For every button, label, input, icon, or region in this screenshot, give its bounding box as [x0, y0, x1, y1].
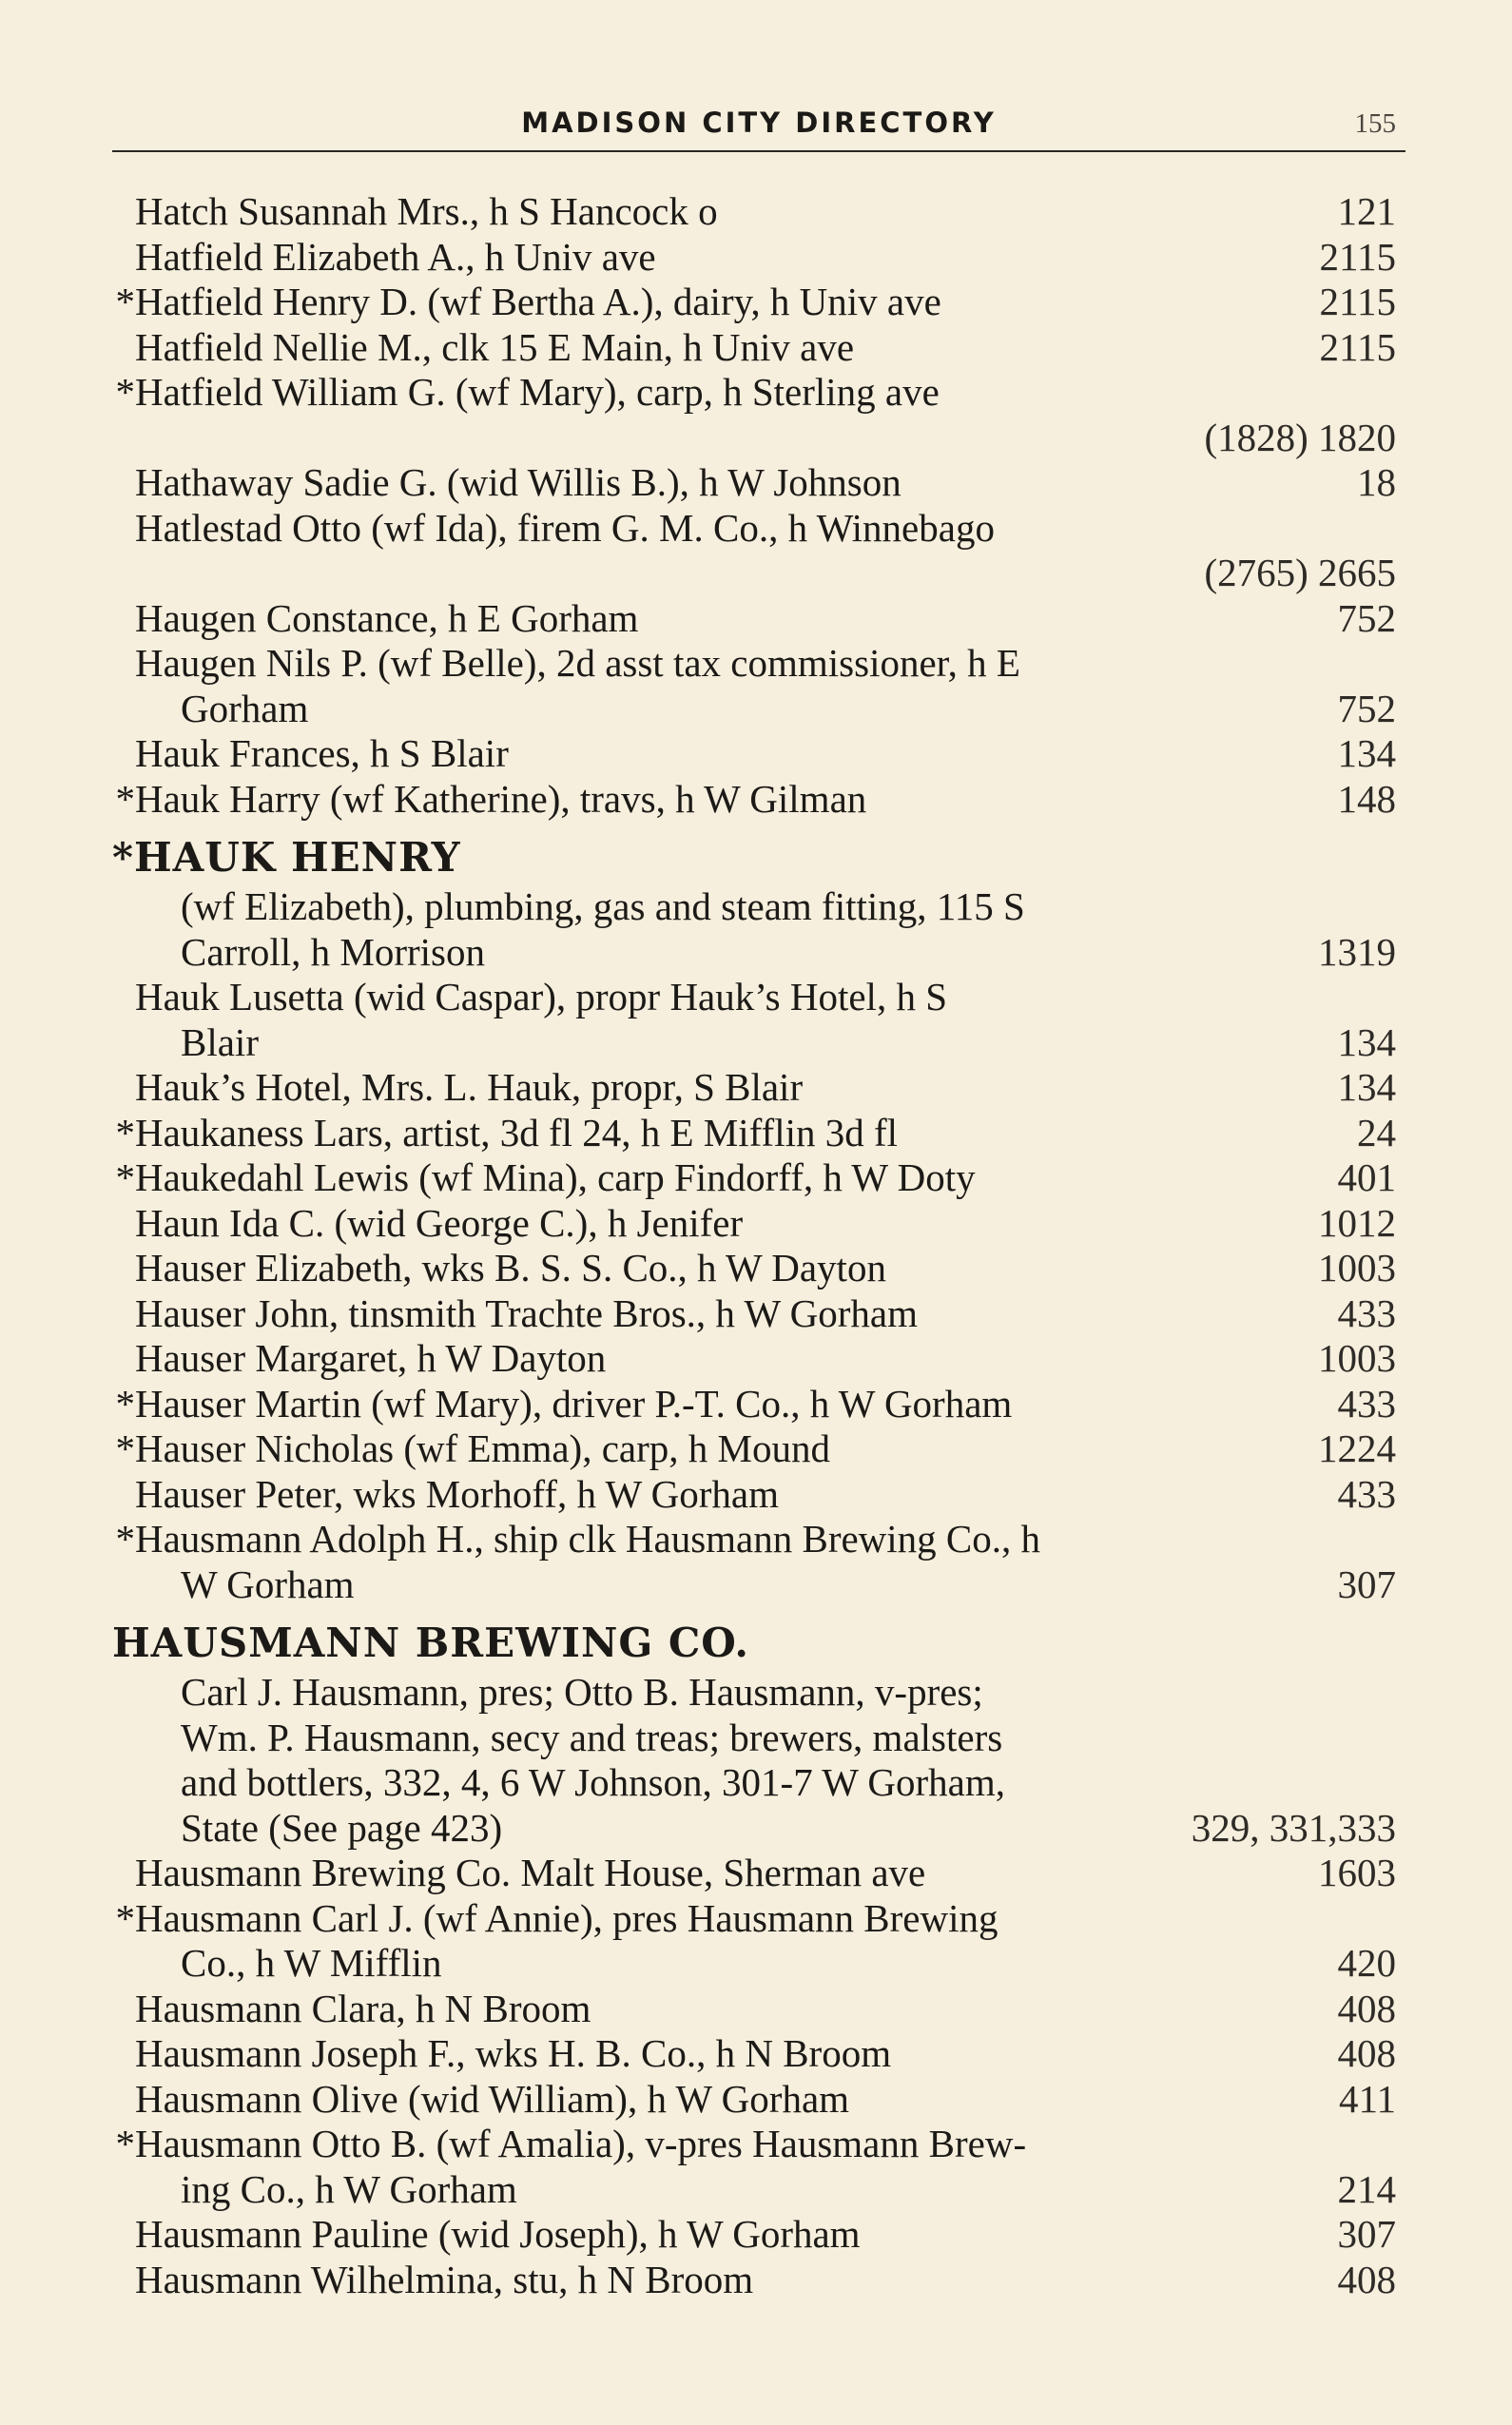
directory-entry — [112, 1291, 1405, 1337]
entry-text: Hausmann Adolph H., ship clk Hausmann Brewing Co., h — [135, 1517, 1041, 1561]
entry-text: Wm. P. Hausmann, secy and treas; brewers, malsters — [181, 1715, 1003, 1759]
directory-entry — [112, 975, 1405, 1020]
house-number: 18 — [1357, 460, 1396, 504]
running-title: MADISON CITY DIRECTORY — [521, 107, 997, 139]
house-number: (2765) 2665 — [1204, 551, 1396, 594]
entry-text: Haukaness Lars, artist, 3d fl 24, h E Mifflin 3d fl — [135, 1110, 899, 1154]
entry-text: Hatfield Elizabeth A., h Univ ave — [135, 234, 656, 279]
entry-text: Hauk Frances, h S Blair — [135, 731, 509, 775]
directory-entry — [112, 1336, 1405, 1382]
directory-entry — [112, 777, 1405, 823]
directory-entry — [112, 325, 1405, 371]
entry-text: Hatfield Nellie M., clk 15 E Main, h Univ ave — [135, 324, 855, 369]
house-number: 148 — [1337, 776, 1396, 821]
directory-entry — [112, 370, 1405, 416]
entry-text: Haugen Nils P. (wf Belle), 2d asst tax commissioner, h E — [135, 641, 1020, 685]
entry-text: Co., h W Mifflin — [181, 1941, 442, 1985]
directory-entry — [112, 930, 1405, 976]
house-number: 1603 — [1318, 1851, 1396, 1894]
directory-entry — [112, 1851, 1405, 1896]
entry-text: Haukedahl Lewis (wf Mina), carp Findorff, h W Doty — [135, 1155, 976, 1199]
entry-text: Hathaway Sadie G. (wid Willis B.), h W Johnson — [135, 460, 901, 504]
directory-entry — [112, 1716, 1405, 1761]
entry-text: Hauser Elizabeth, wks B. S. S. Co., h W Dayton — [135, 1246, 886, 1290]
voter-asterisk: * — [115, 1110, 135, 1154]
directory-entry — [112, 551, 1405, 596]
directory-entry — [112, 416, 1405, 461]
entry-text: Hausmann Joseph F., wks H. B. Co., h N Broom — [135, 2031, 892, 2075]
house-number: 752 — [1337, 686, 1396, 730]
directory-entry — [112, 641, 1405, 687]
house-number: 24 — [1357, 1110, 1396, 1154]
house-number: 329, 331,333 — [1191, 1805, 1396, 1850]
house-number: 134 — [1337, 1065, 1396, 1109]
directory-entry — [112, 884, 1405, 930]
directory-entry — [112, 2167, 1405, 2213]
house-number: 1003 — [1318, 1246, 1396, 1290]
entry-text: Hauser Peter, wks Morhoff, h W Gorham — [135, 1471, 780, 1516]
directory-entry — [112, 1020, 1405, 1066]
house-number: 1012 — [1318, 1200, 1396, 1245]
entry-text: Hauk’s Hotel, Mrs. L. Hauk, propr, S Blair — [135, 1065, 804, 1109]
entry-text: Hatch Susannah Mrs., h S Hancock o — [135, 189, 718, 233]
directory-entry — [112, 1201, 1405, 1247]
entry-text: Hausmann Wilhelmina, stu, h N Broom — [135, 2257, 754, 2301]
entry-text: Hauser Margaret, h W Dayton — [135, 1336, 607, 1380]
entry-text: Carroll, h Morrison — [181, 929, 485, 974]
voter-asterisk: * — [115, 1155, 135, 1199]
entry-text: Hatfield William G. (wf Mary), carp, h Sterling ave — [135, 370, 940, 414]
directory-entry — [112, 235, 1405, 281]
entry-text: Hauk Lusetta (wid Caspar), propr Hauk’s Hotel, h S — [135, 975, 947, 1018]
directory-entry — [112, 2212, 1405, 2258]
house-number: 2115 — [1319, 280, 1396, 323]
house-number: 2115 — [1319, 324, 1396, 369]
house-number: 411 — [1339, 2076, 1396, 2121]
directory-entry — [112, 1896, 1405, 1942]
entry-text: (wf Elizabeth), plumbing, gas and steam fitting, 115 S — [181, 884, 1025, 928]
voter-asterisk: * — [115, 1517, 135, 1561]
directory-entry — [112, 1472, 1405, 1518]
directory-entry — [112, 1670, 1405, 1716]
house-number: 134 — [1337, 1019, 1396, 1064]
page-number: 155 — [1354, 108, 1396, 139]
entry-text: Hausmann Olive (wid William), h W Gorham — [135, 2076, 850, 2121]
voter-asterisk: * — [115, 370, 135, 414]
voter-asterisk: * — [115, 776, 135, 821]
directory-entry — [112, 2077, 1405, 2123]
house-number: 307 — [1337, 1562, 1396, 1606]
house-number: 307 — [1337, 2212, 1396, 2256]
entry-text: HAUSMANN BREWING CO. — [112, 1620, 749, 1666]
entry-text: Hausmann Otto B. (wf Amalia), v-pres Hausmann Brew- — [135, 2122, 1027, 2165]
directory-entry — [112, 2122, 1405, 2167]
entry-text: Hausmann Clara, h N Broom — [135, 1986, 591, 2030]
house-number: 752 — [1337, 595, 1396, 640]
directory-entry — [112, 1517, 1405, 1562]
entry-text: ing Co., h W Gorham — [181, 2166, 517, 2211]
entry-text: Hausmann Brewing Co. Malt House, Sherman ave — [135, 1851, 926, 1894]
entry-text: Hauk Harry (wf Katherine), travs, h W Gilman — [135, 776, 867, 821]
directory-entry — [112, 1806, 1405, 1852]
house-number: 433 — [1337, 1381, 1396, 1426]
entry-text: Carl J. Hausmann, pres; Otto B. Hausmann, v-pres; — [181, 1670, 983, 1714]
directory-entry — [112, 2031, 1405, 2077]
house-number: 1319 — [1318, 929, 1396, 974]
directory-entry — [112, 596, 1405, 642]
page-header — [112, 103, 1405, 152]
entry-text: Hauser John, tinsmith Trachte Bros., h W Gorham — [135, 1290, 919, 1335]
house-number: 2115 — [1319, 234, 1396, 279]
entry-text: Hatlestad Otto (wf Ida), firem G. M. Co., h Winnebago — [135, 505, 995, 550]
house-number: 1003 — [1318, 1336, 1396, 1380]
directory-entries — [112, 189, 1405, 2302]
directory-entry — [112, 1760, 1405, 1806]
entry-text: Haun Ida C. (wid George C.), h Jenifer — [135, 1200, 744, 1245]
directory-entry — [112, 731, 1405, 777]
directory-entry — [112, 1065, 1405, 1111]
house-number: 1224 — [1318, 1426, 1396, 1470]
directory-entry — [112, 506, 1405, 552]
entry-text: Hauser Nicholas (wf Emma), carp, h Mound — [135, 1426, 830, 1470]
voter-asterisk: * — [115, 280, 135, 323]
voter-asterisk: * — [115, 1895, 135, 1940]
entry-text: *HAUK HENRY — [112, 834, 461, 881]
entry-text: and bottlers, 332, 4, 6 W Johnson, 301-7 W Gorham, — [181, 1760, 1006, 1804]
house-number: (1828) 1820 — [1204, 415, 1396, 459]
voter-asterisk: * — [115, 1426, 135, 1470]
entry-text: Hausmann Carl J. (wf Annie), pres Hausmann Brewing — [135, 1895, 998, 1940]
entry-text: Hatfield Henry D. (wf Bertha A.), dairy, h Univ ave — [135, 280, 941, 323]
entry-text: Haugen Constance, h E Gorham — [135, 595, 639, 640]
directory-entry — [112, 280, 1405, 325]
directory-entry — [112, 1155, 1405, 1201]
house-number: 408 — [1337, 1986, 1396, 2030]
house-number: 408 — [1337, 2257, 1396, 2301]
directory-entry — [112, 1246, 1405, 1291]
directory-entry — [112, 1111, 1405, 1156]
house-number: 134 — [1337, 731, 1396, 775]
directory-entry — [112, 1562, 1405, 1608]
house-number: 214 — [1337, 2166, 1396, 2211]
house-number: 408 — [1337, 2031, 1396, 2075]
entry-text: State (See page 423) — [181, 1805, 503, 1850]
entry-text: Hauser Martin (wf Mary), driver P.-T. Co., h W Gorham — [135, 1381, 1013, 1426]
directory-entry — [112, 1941, 1405, 1987]
house-number: 401 — [1337, 1155, 1396, 1199]
entry-text: Blair — [181, 1019, 259, 1064]
house-number: 433 — [1337, 1471, 1396, 1516]
house-number: 433 — [1337, 1290, 1396, 1335]
entry-text: Gorham — [181, 686, 309, 730]
directory-entry — [112, 687, 1405, 732]
directory-entry — [112, 1382, 1405, 1427]
directory-entry — [112, 460, 1405, 506]
entry-text: Hausmann Pauline (wid Joseph), h W Gorham — [135, 2212, 861, 2256]
house-number: 420 — [1337, 1941, 1396, 1985]
entry-heading — [112, 827, 1405, 884]
directory-entry — [112, 1987, 1405, 2032]
directory-entry — [112, 189, 1405, 235]
directory-entry — [112, 1426, 1405, 1472]
directory-entry — [112, 2258, 1405, 2303]
entry-text: W Gorham — [181, 1562, 355, 1606]
house-number: 121 — [1337, 189, 1396, 233]
voter-asterisk: * — [115, 2122, 135, 2165]
entry-heading — [112, 1613, 1405, 1670]
voter-asterisk: * — [115, 1381, 135, 1426]
